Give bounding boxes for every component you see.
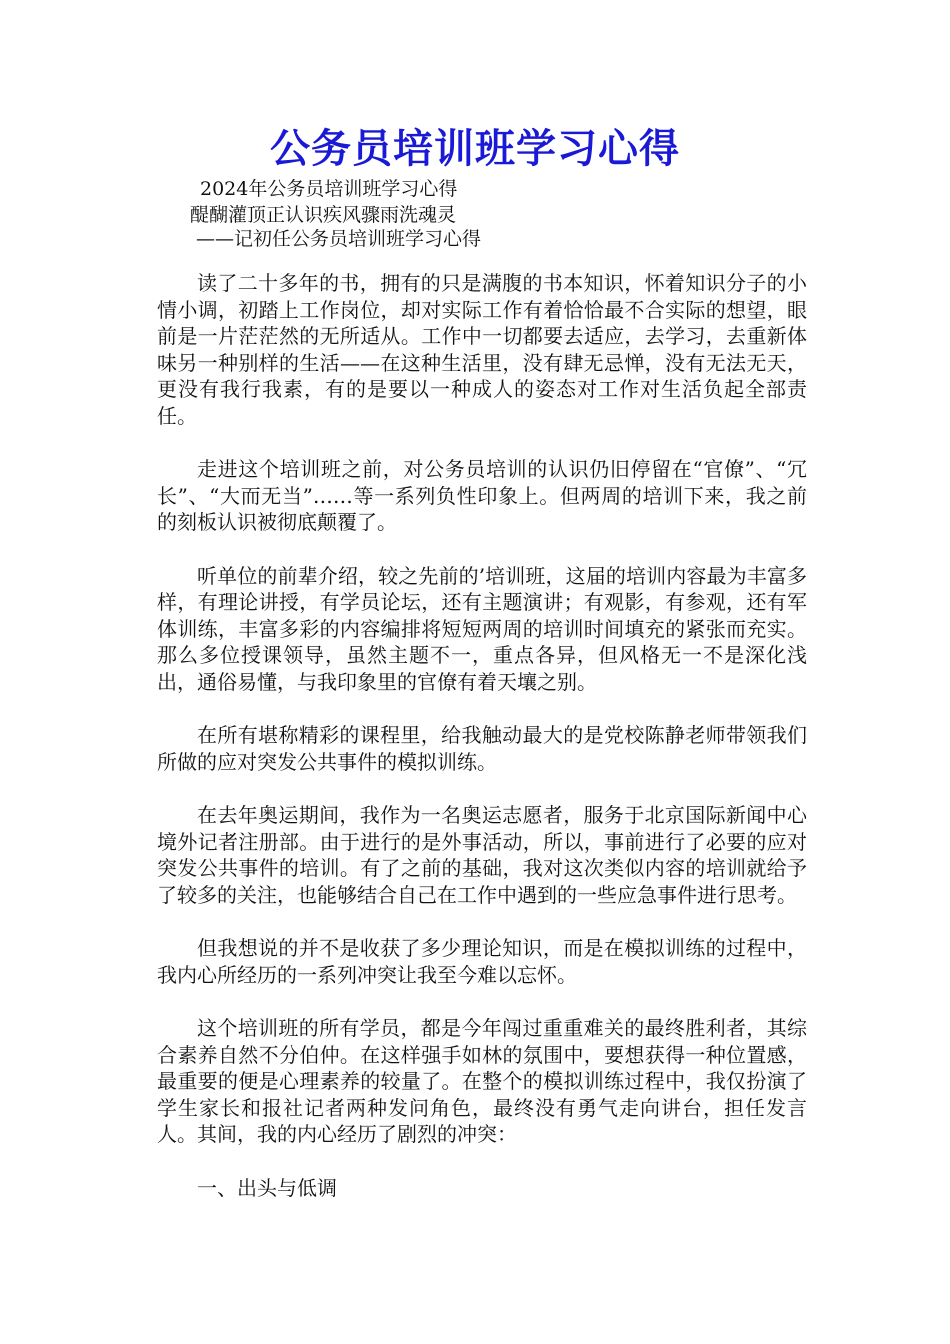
document-body [157,270,807,1228]
section-heading: 一、出头与低调 [197,1175,337,1200]
body-paragraph: 在去年奥运期间，我作为一名奥运志愿者，服务于北京国际新闻中心境外记者注册部。由于进行的是外事活动，所以，事前进行了必要的应对突发公共事件的培训。有了之前的基础，我对这次类似内容的培训就给予了较多的关注，也能够结合自己在工作中遇到的一些应急事件进行思考。 [157,803,807,907]
body-paragraph: 读了二十多年的书，拥有的只是满腹的书本知识，怀着知识分子的小情小调，初踏上工作岗位，却对实际工作有着恰恰最不合实际的想望，眼前是一片茫茫然的无所适从。工作中一切都要去适应，去学习，去重新体味另一种别样的生活——在这种生活里，没有肆无忌惮，没有无法无天，更没有我行我素，有的是要以一种成人的姿态对工作对生活负起全部责任。 [157,271,807,428]
body-paragraph: 走进这个培训班之前，对公务员培训的认识仍旧停留在“官僚”、“冗长”、“大而无当”……等一系列负性印象上。但两周的培训下来，我之前的刻板认识被彻底颠覆了。 [157,457,807,534]
body-paragraph: 但我想说的并不是收获了多少理论知识，而是在模拟训练的过程中，我内心所经历的一系列冲突让我至今难以忘怀。 [157,936,807,987]
subtitle-line: 醍醐灌顶正认识疾风骤雨洗魂灵 [190,204,457,226]
subtitle-line: ——记初任公务员培训班学习心得 [196,228,482,250]
body-paragraph: 在所有堪称精彩的课程里，给我触动最大的是党校陈静老师带领我们所做的应对突发公共事件的模拟训练。 [157,723,807,774]
document-title: 公务员培训班学习心得 [270,126,680,172]
body-paragraph: 听单位的前辈介绍，较之先前的’培训班，这届的培训内容最为丰富多样，有理论讲授，有学员论坛，还有主题演讲；有观影，有参观，还有军体训练，丰富多彩的内容编排将短短两周的培训时间填充的紧张而充实。那么多位授课领导，虽然主题不一，重点各异，但风格无一不是深化浅出，通俗易懂，与我印象里的官僚有着天壤之别。 [157,563,807,694]
subtitle-line: 2024年公务员培训班学习心得 [200,178,458,200]
body-paragraph: 这个培训班的所有学员，都是今年闯过重重难关的最终胜利者，其综合素养自然不分伯仲。在这样强手如林的氛围中，要想获得一种位置感，最重要的便是心理素养的较量了。在整个的模拟训练过程中，我仅扮演了学生家长和报社记者两种发问角色，最终没有勇气走向讲台，担任发言人。其间，我的内心经历了剧烈的冲突： [157,1016,807,1146]
